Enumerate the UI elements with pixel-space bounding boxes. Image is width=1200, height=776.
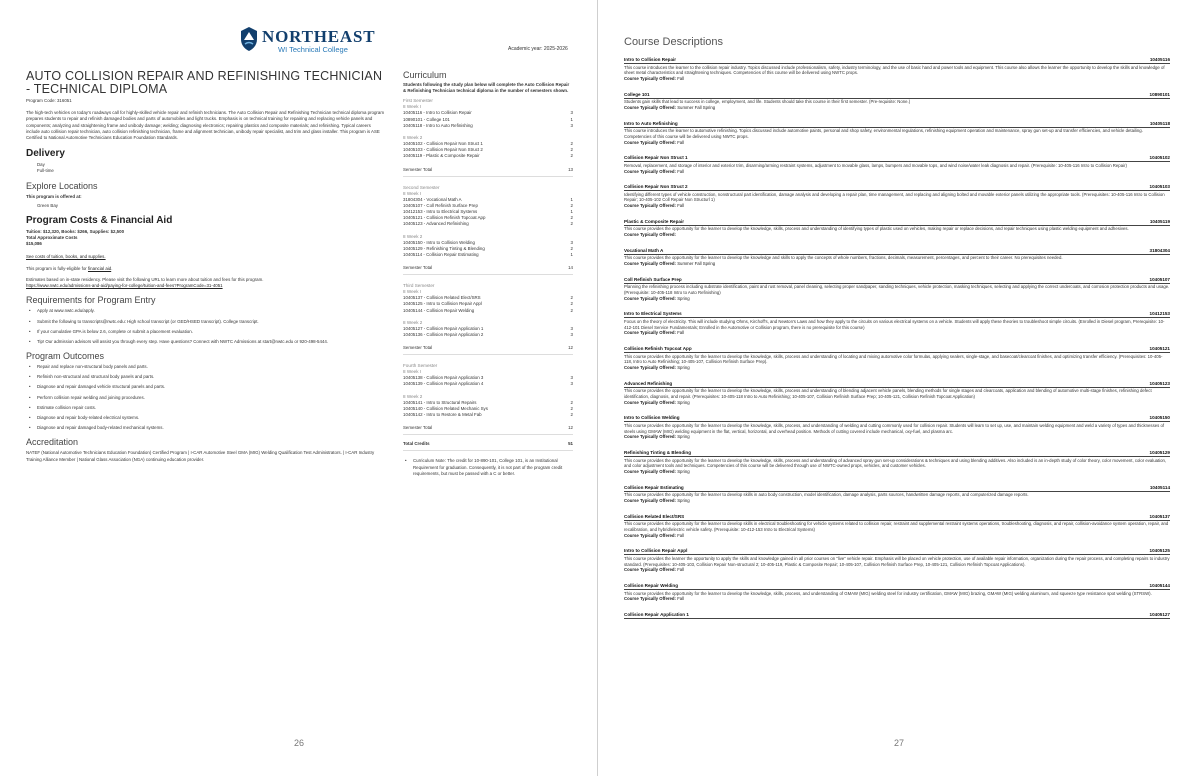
course-offered-value: Fall xyxy=(677,168,685,174)
semester-total-value: 12 xyxy=(568,425,573,431)
see-costs-link[interactable]: See costs of tuition, books, and supplies. xyxy=(26,253,106,259)
curriculum-course-row xyxy=(403,381,573,387)
course-offered-label: Course Typically Offered: xyxy=(624,76,676,82)
course-offered-value: Spring xyxy=(677,434,690,440)
course-desc: This course provides the opportunity for the learner to develop the knowledge, skills, process and understanding of blending adjacent vehicle panels, blending methods for single stages and clearcoats, application and blending of automotive multi-stage finishes, refinishing defect identification, diagnosis, and repair. (Prerequisites: 10-405-118 Intro to Auto Refinishing; 10-405-107, Collision Refinish Surface Prep; 10-405-121, Collision Refinish Topcoat Application) xyxy=(624,388,1152,399)
course-name: Collision Repair Non Struct 2 xyxy=(624,184,688,190)
curriculum-course-name: 10405140 - Collision Related Mechanic Sys xyxy=(403,405,488,411)
course-name: Intro to Collision Repair xyxy=(624,57,677,62)
course-name: Collision Related Elect/SRS xyxy=(624,513,685,519)
course-offered xyxy=(624,469,1170,475)
course-offered-value: Fall xyxy=(677,203,685,209)
semester-total-value: 14 xyxy=(568,265,573,271)
curriculum-column xyxy=(403,70,573,478)
tuition-line: Tuition: $12,320, Books: $266, Supplies: $2,500 xyxy=(26,229,125,235)
curriculum-course-row xyxy=(403,221,573,227)
semester-block xyxy=(403,283,573,355)
program-code: Program Code: 316051 xyxy=(26,98,72,103)
divider xyxy=(403,274,573,275)
course-desc: This course provides the opportunity for the learner to develop the knowledge, skills, process, and understanding of welding and cutting commonly used for collision repair. Students will learn to set up, use, and maintain welding equipment and weld a variety of types and thicknesses of steels using GMAW (MIG) welding equipment in the flat, vertical, horizontal, and overhead position. Methods of cutting covered include mechanical, oxy-fuel, and plasma arc. xyxy=(624,422,1165,434)
curriculum-course-credits: 1 xyxy=(570,209,573,215)
course-name: Vocational Math A xyxy=(624,247,664,253)
curriculum-course-row xyxy=(403,153,573,159)
curriculum-course-row xyxy=(403,252,573,258)
course-desc: Removal, replacement, and storage of interior and exterior trim, disarming/arming restraint systems, adjustment to movable glass, lamps, bumpers and movable tops, and wind noise/water leak diagnosis and repair. (Prerequisite: 10-405-116 Intro to Collision Repair) xyxy=(624,162,1127,168)
college-logo xyxy=(240,26,390,56)
course-header xyxy=(624,248,1170,255)
total-costs-value: $15,086 xyxy=(26,241,42,247)
offered-at-label: This program is offered at: xyxy=(26,193,82,199)
course-offered-value: Spring xyxy=(677,498,690,504)
curriculum-course-credits: 3 xyxy=(570,332,573,338)
course-offered xyxy=(624,169,1170,175)
course-desc: This course provides the opportunity for the learner to develop the knowledge and skills to apply the concepts of whole numbers, fractions, decimals, measurement, percentages, and percent to their career. No prerequisites needed. xyxy=(624,255,1063,261)
academic-year: Academic year: 2025-2026 xyxy=(508,46,568,52)
course-offered-label: Course Typically Offered: xyxy=(624,295,676,301)
course-offered-value: Spring xyxy=(677,469,690,475)
outcomes-heading: Program Outcomes xyxy=(26,351,105,362)
total-credits-value: 51 xyxy=(568,441,573,447)
course-header xyxy=(624,121,1170,128)
curriculum-course-name: 10405142 - Intro to Restore & Metal Fab xyxy=(403,412,482,418)
course-description xyxy=(624,612,1170,619)
course-description xyxy=(624,450,1170,475)
course-description xyxy=(624,583,1170,602)
course-header xyxy=(624,548,1170,555)
course-header xyxy=(624,450,1170,457)
course-description xyxy=(624,92,1170,111)
semester-heading: First Semester xyxy=(403,98,433,104)
course-header xyxy=(624,415,1170,422)
course-description xyxy=(624,485,1170,504)
course-desc: This course provides the opportunity for the learner to develop skills in auto body construction, model identification, damage analysis, parts sources, handwritten damage reports, and computerized damage reports. xyxy=(624,492,1029,498)
course-offered-value: Spring xyxy=(677,399,690,405)
course-code: 10412153 xyxy=(1149,311,1170,317)
semester-total-value: 13 xyxy=(568,166,573,172)
page-number: 26 xyxy=(294,738,305,748)
curriculum-course-credits: 2 xyxy=(570,215,573,221)
semester-total-row xyxy=(403,265,573,271)
curriculum-course-name: 10890101 - College 101 xyxy=(403,116,450,122)
page-left xyxy=(0,0,598,776)
course-desc: This course provides the opportunity for the learner to develop the knowledge, skills, process, and understanding of GMAW (MIG) welding steel for industry certification, GMAW (MIG) brazing, GMAW (MIG) welding aluminum, and squeeze type resistance spot welding (STRSW). xyxy=(624,590,1152,596)
curriculum-course-name: 10405144 - Collision Repair Welding xyxy=(403,307,475,313)
curriculum-course-name: 10405139 - Collision Repair Application 4 xyxy=(403,381,484,387)
course-code: 10405116 xyxy=(1149,57,1170,62)
course-header xyxy=(624,381,1170,388)
curriculum-course-credits: 2 xyxy=(570,202,573,208)
accreditation-heading: Accreditation xyxy=(26,437,79,448)
logo-subtitle: WI Technical College xyxy=(278,45,348,54)
semester-total-label: Semester Total xyxy=(403,265,433,271)
course-desc: This course provides the learner the opportunity to apply the skills and knowledge gained in all prior courses on "live" vehicle repair. Emphasis will be placed on vehicle protection, use of available repair information, organization during the repair process, and completing repairs to industry standard. (Prerequisites: 10-405-103, Collision Repair Non-structural 2; 10-405-119, Plastic & Composite Repair; 10-405-107, Collision Refinish Surface Prep, 10-405-121, Collision Refinish Topcoat Applications). xyxy=(624,555,1170,567)
week-block-heading: 8 Week I xyxy=(403,289,422,295)
course-code: 10405118 xyxy=(1149,120,1170,126)
course-offered xyxy=(624,434,1170,440)
course-code: 10405103 xyxy=(1149,184,1170,190)
delivery-item: Full-time xyxy=(37,168,54,174)
curriculum-course-credits: 1 xyxy=(570,196,573,202)
week-block-heading: 8 Week 2 xyxy=(403,393,423,399)
semester-total-label: Semester Total xyxy=(403,345,433,351)
curriculum-course-credits: 2 xyxy=(570,307,573,313)
course-description xyxy=(624,248,1170,267)
location-item: Green Bay xyxy=(37,202,58,208)
course-header xyxy=(624,277,1170,284)
course-offered-value: Spring xyxy=(677,295,690,301)
total-credits-label: Total Credits xyxy=(403,441,430,447)
accreditation-text: NATEF (National Automotive Technicians Education Foundation) Certified Program | I-CAR Automotive Steel GMA (MIG) Welding Qualification Test Administrators. | I-CAR Industry Training Alliance Member | National Glass Association (NGA) continuing education provider. xyxy=(26,450,375,462)
course-offered xyxy=(624,498,1170,504)
course-code: 10405125 xyxy=(1149,548,1170,554)
course-code: 10405137 xyxy=(1149,513,1170,519)
course-offered-label: Course Typically Offered: xyxy=(624,567,676,573)
course-list xyxy=(624,57,1170,619)
curriculum-course-credits: 3 xyxy=(570,325,573,331)
page-number: 27 xyxy=(894,738,905,748)
course-desc: This course provides the opportunity for the learner to develop skills in electrical troubleshooting for vehicle systems related to collision repair, restraint and supplemental restraint systems operations, troubleshooting, diagnosis, and repair, collision-avoidance system operation, repair, and recalibration, and hybrid/electric vehicle safety. (Prerequisite: 10-412-153 Intro to Electrical Systems) xyxy=(624,521,1169,532)
course-name: Collision Repair Welding xyxy=(624,583,679,589)
course-header xyxy=(624,219,1170,226)
curriculum-course-credits: 3 xyxy=(570,122,573,128)
course-code: 10405114 xyxy=(1149,484,1170,490)
course-offered-value: Summer Fall Spring xyxy=(677,104,716,110)
course-offered-label: Course Typically Offered: xyxy=(624,498,676,504)
course-offered xyxy=(624,140,1170,146)
course-offered xyxy=(624,232,1170,238)
curriculum-course-credits: 3 xyxy=(570,381,573,387)
requirements-heading: Requirements for Program Entry xyxy=(26,295,156,306)
course-description xyxy=(624,184,1170,209)
course-offered xyxy=(624,533,1170,539)
course-offered xyxy=(624,365,1170,371)
divider xyxy=(403,176,573,177)
financial-aid-period: . xyxy=(111,265,113,271)
course-name: Advanced Refinishing xyxy=(624,380,673,386)
course-name: Refinishing Tinting & Blending xyxy=(624,450,692,456)
course-desc: Focus on the theory of electricity. This will include studying Ohms, Kirchoff's, and Newton's Laws and how they apply to the circuits on various electrical systems on a vehicle. Students will apply these theories to troubleshoot simple circuits. (Enrolled in Diesel program, Prerequisite: 10-412-101 Diesel Service Fundamentals; Enrolled in the Automotive or Collision program, there is no prerequisite for this course) xyxy=(624,318,1165,330)
course-header xyxy=(624,184,1170,191)
curriculum-heading: Curriculum xyxy=(403,70,447,80)
course-desc: Planning the refinishing process including substrate identification, paint and rust removal, panel cleaning, selecting proper sandpaper, sanding techniques, vehicle protection, masking techniques, selecting and applying the correct undercoats, and corrosion protection products and usage. (Prerequisite: 10-405-118 Intro to Auto Refinishing) xyxy=(624,284,1170,295)
logo-name: NORTHEAST xyxy=(262,27,376,46)
semester-total-row xyxy=(403,167,573,173)
total-costs-label: Total Approximate Costs xyxy=(26,235,78,241)
course-description xyxy=(624,219,1170,238)
course-name: Coll Refinish Surface Prep xyxy=(624,276,682,282)
curriculum-course-credits: 1 xyxy=(570,116,573,122)
week-block-heading: 8 Week 2 xyxy=(403,233,423,239)
week-block-heading: 8 Week I xyxy=(403,369,422,375)
course-offered-value: Fall xyxy=(677,567,685,573)
delivery-heading: Delivery xyxy=(26,148,65,160)
list-item: • Tip! Our admission advisors will assist you through every step. Have questions? Connect with NWTC Admissions at start@nwtc.edu or 920-498-5444. xyxy=(37,339,384,346)
list-item: • Submit the following to transcripts@nwtc.edu: High school transcript (or GED/HSED transcript). College transcript. xyxy=(37,319,384,326)
curriculum-course-credits: 2 xyxy=(570,412,573,418)
tuition-url-link[interactable]: https://www.nwtc.edu/admissions-and-aid/paying-for-college/tuition-and-fees?ProgramCode=31-4051 xyxy=(26,283,223,289)
curriculum-course-name: 10405121 - Collision Refinish Topcoat App xyxy=(403,215,486,221)
program-column xyxy=(26,70,384,463)
course-code: 31804304 xyxy=(1149,247,1170,253)
course-offered xyxy=(624,261,1170,267)
total-credits-row xyxy=(403,441,573,447)
curriculum-course-name: 10405137 - Collision Related Elect/SRS xyxy=(403,295,481,301)
program-title: AUTO COLLISION REPAIR AND REFINISHING TECHNICIAN - TECHNICAL DIPLOMA xyxy=(26,69,383,96)
semester-total-value: 12 xyxy=(568,345,573,351)
list-item: • Diagnose and repair damaged body-related mechanical systems. xyxy=(37,425,384,432)
course-code: 10405119 xyxy=(1149,218,1170,224)
course-offered xyxy=(624,567,1170,573)
course-offered-label: Course Typically Offered: xyxy=(624,399,676,405)
curriculum-course-credits: 2 xyxy=(570,399,573,405)
curriculum-course-credits: 2 xyxy=(570,147,573,153)
course-header xyxy=(624,155,1170,162)
curriculum-course-name: 31804304 - Vocational Math A xyxy=(403,196,462,202)
week-block-heading: 8 Week 2 xyxy=(403,135,423,141)
course-offered xyxy=(624,400,1170,406)
curriculum-course-row xyxy=(403,412,573,418)
course-code: 10405144 xyxy=(1149,583,1170,589)
course-offered-value: Fall xyxy=(677,76,685,82)
outcomes-list xyxy=(26,364,384,431)
curriculum-note: • Curriculum Note: The credit for 10-890-101, College 101, is an Institutional Requirement for graduation. Consequently, it is not part of the program credit requirements, but must be passed with a C or better. xyxy=(403,458,573,477)
curriculum-course-credits: 2 xyxy=(570,141,573,147)
curriculum-course-name: 10405107 - Coll Refinish Surface Prep xyxy=(403,202,478,208)
course-desc: This course introduces the learner to the collision repair industry. Topics discussed include professionalism, safety, industry terminology, and the use of basic hand and power tools and equipment. This course also allows the learner the opportunity to develop the skills and knowledge of sheet metal characteristics and straightening techniques. Competencies of this course will be delivered using NWTC props. xyxy=(624,64,1165,76)
divider xyxy=(403,450,573,451)
course-offered xyxy=(624,596,1170,602)
curriculum-course-name: 10405129 - Refinishing Tinting & Blending xyxy=(403,245,485,251)
course-offered-label: Course Typically Offered: xyxy=(624,203,676,209)
curriculum-course-credits: 3 xyxy=(570,239,573,245)
course-name: Collision Repair Non Struct 1 xyxy=(624,155,688,161)
course-name: Collision Refinish Topcoat App xyxy=(624,346,692,351)
curriculum-course-credits: 2 xyxy=(570,245,573,251)
curriculum-course-credits: 3 xyxy=(570,110,573,116)
course-offered xyxy=(624,330,1170,336)
financial-aid-line xyxy=(26,266,384,272)
semester-total-row xyxy=(403,345,573,351)
week-block-heading: 8 Week 2 xyxy=(403,319,423,325)
curriculum-course-name: 10405141 - Intro to Structural Repairs xyxy=(403,399,477,405)
curriculum-course-credits: 1 xyxy=(570,252,573,258)
course-header xyxy=(624,514,1170,521)
course-offered-label: Course Typically Offered: xyxy=(624,261,676,267)
course-name: Intro to Collision Repair Appl xyxy=(624,548,688,554)
course-code: 10405107 xyxy=(1149,276,1170,282)
course-header xyxy=(624,485,1170,492)
curriculum-course-credits: 2 xyxy=(570,221,573,227)
curriculum-course-name: 10405103 - Collision Repair Non Struct 2 xyxy=(403,147,483,153)
week-block-heading: 8 Week I xyxy=(403,190,422,196)
program-intro: The high-tech vehicles on today's roadways call for highly-skilled vehicle repair and refinish technicians. The Auto Collision Repair and Refinishing Technician technical diploma program prepares students to repair and refinish damaged bodies and parts of automobiles and light trucks. Emphasis is on technical training for repairing and replacing vehicle panels and components; analyzing and straightening frame and unibody damage; welding; diagnosing electronics; repairing plastics and composite materials; and refinishing. Typical careers include auto collision repair technician, auto collision refinishing technician, frame and alignment technician, unibody repair specialist, and trim and glass installer. This program is ASE Certified to National Automotive Technicians Education Foundation Standards. xyxy=(26,110,384,141)
shield-icon xyxy=(240,26,258,52)
course-header xyxy=(624,346,1170,353)
course-description xyxy=(624,155,1170,174)
semester-list xyxy=(403,98,573,435)
course-desc: This course provides the opportunity for the learner to develop the knowledge, skills, process and understanding of locating and mixing automotive color formulas, applying sealers, single-stage, and basecoat/clearcoat finishes, and optimizing transfer efficiency. (Prerequisites: 10-405-118, Intro to Auto Refinishing; 10-405-107, Collision Refinish Surface Prep). xyxy=(624,353,1163,365)
course-desc: This course provides the opportunity for the learner to develop the knowledge, skills, process and understanding of advanced spray gun set-up considerations & techniques and using blending additives. Also included is an in-depth study of color theory, color movement, color evaluation, and color adjustment tools and techniques. Competencies of this course will be delivered through use of NWTC-owned props, vehicles, and customer vehicles. xyxy=(624,457,1167,469)
curriculum-course-name: 10405125 - Intro to Collision Repair Appl xyxy=(403,301,482,307)
course-name: Collision Repair Estimating xyxy=(624,484,684,490)
semester-heading: Third Semester xyxy=(403,283,435,289)
course-description xyxy=(624,121,1170,146)
curriculum-course-name: 10405119 - Plastic & Composite Repair xyxy=(403,153,480,159)
course-offered-value: Summer Fall Spring xyxy=(677,261,716,267)
semester-total-label: Semester Total xyxy=(403,166,433,172)
week-block-heading: 8 Week I xyxy=(403,104,422,110)
course-offered-value: Fall xyxy=(677,139,685,145)
course-description xyxy=(624,57,1170,82)
semester-heading: Fourth Semester xyxy=(403,363,438,369)
course-offered-label: Course Typically Offered: xyxy=(624,139,676,145)
curriculum-course-name: 10405136 - Collision Repair Application 2 xyxy=(403,332,484,338)
curriculum-course-name: 10405114 - Collision Repair Estimating xyxy=(403,252,479,258)
semester-total-label: Semester Total xyxy=(403,425,433,431)
course-header xyxy=(624,612,1170,619)
course-name: Intro to Auto Refinishing xyxy=(624,120,678,126)
course-offered-label: Course Typically Offered: xyxy=(624,232,676,238)
list-item: • Apply at www.nwtc.edu/apply. xyxy=(37,308,384,315)
curriculum-course-name: 10405150 - Intro to Collision Welding xyxy=(403,239,475,245)
curriculum-course-name: 10405118 - Intro to Auto Refinishing xyxy=(403,122,473,128)
semester-block xyxy=(403,185,573,276)
course-description xyxy=(624,346,1170,371)
course-offered-value: Fall xyxy=(677,596,685,602)
semester-total-row xyxy=(403,425,573,431)
course-name: Plastic & Composite Repair xyxy=(624,218,684,224)
curriculum-course-credits: 3 xyxy=(570,375,573,381)
course-name: Intro to Electrical Systems xyxy=(624,311,682,317)
course-offered-label: Course Typically Offered: xyxy=(624,168,676,174)
course-description xyxy=(624,415,1170,440)
divider xyxy=(403,354,573,355)
course-offered-label: Course Typically Offered: xyxy=(624,365,676,371)
course-header xyxy=(624,583,1170,590)
course-offered-label: Course Typically Offered: xyxy=(624,104,676,110)
course-name: Intro to Collision Welding xyxy=(624,415,680,421)
course-descriptions xyxy=(624,36,1170,629)
course-offered-value: Fall xyxy=(677,532,685,538)
course-offered-label: Course Typically Offered: xyxy=(624,434,676,440)
course-description xyxy=(624,381,1170,406)
estimate-note: Estimates based on in-state residency. Please visit the following URL to learn more about tuition and fees for this program. xyxy=(26,277,264,283)
curriculum-course-name: 10405102 - Collision Repair Non Struct 1 xyxy=(403,141,483,147)
delivery-item: Day xyxy=(37,162,45,168)
list-item: • Estimate collision repair costs. xyxy=(37,405,384,412)
course-name: College 101 xyxy=(624,91,650,97)
curriculum-course-name: 10405138 - Collision Repair Application 3 xyxy=(403,375,484,381)
curriculum-course-row xyxy=(403,332,573,338)
financial-aid-link[interactable]: financial aid xyxy=(87,265,112,271)
curriculum-course-name: 10405116 - Intro to Collision Repair xyxy=(403,110,472,116)
course-name: Collision Repair Application 1 xyxy=(624,611,689,617)
curriculum-course-credits: 2 xyxy=(570,295,573,301)
course-description xyxy=(624,277,1170,302)
course-offered-value: Spring xyxy=(677,365,690,371)
explore-heading: Explore Locations xyxy=(26,180,98,191)
course-descriptions-heading: Course Descriptions xyxy=(624,36,724,48)
semester-heading: Second Semester xyxy=(403,184,440,190)
financial-aid-text: This program is fully-eligible for xyxy=(26,265,88,271)
curriculum-course-name: 10405127 - Collision Repair Application 1 xyxy=(403,325,484,331)
course-offered xyxy=(624,296,1170,302)
course-header xyxy=(624,57,1170,64)
course-header xyxy=(624,311,1170,318)
course-code: 10405127 xyxy=(1149,611,1170,617)
list-item: • Perform collision repair welding and joining procedures. xyxy=(37,395,384,402)
course-desc: Students gain skills that lead to success in college, employment, and life. Students should take this course in their first semester. (Pre-requisite: None.) xyxy=(624,99,911,105)
course-code: 10405123 xyxy=(1149,380,1170,386)
course-description xyxy=(624,548,1170,573)
course-offered xyxy=(624,76,1170,82)
course-description xyxy=(624,311,1170,336)
course-offered-label: Course Typically Offered: xyxy=(624,330,676,336)
curriculum-intro: Students following the study plan below will complete the Auto Collision Repair & Refinishing Technician technical diploma in the number of semesters shown. xyxy=(403,82,570,94)
course-description xyxy=(624,514,1170,539)
course-desc: This course provides the opportunity for the learner to develop the knowledge, skills, process and understanding of identifying types of plastic used on vehicles, making repair or replace decisions, and repair techniques using plastic welding equipment and adhesives. xyxy=(624,226,1129,232)
semester-block xyxy=(403,363,573,435)
list-item: • Diagnose and repair damaged vehicle structural panels and parts. xyxy=(37,384,384,391)
course-offered-label: Course Typically Offered: xyxy=(624,469,676,475)
curriculum-course-row xyxy=(403,123,573,129)
course-offered-label: Course Typically Offered: xyxy=(624,596,676,602)
list-item: • If your cumulative GPA is below 2.6, complete or submit a placement evaluation. xyxy=(37,329,384,336)
list-item: • Diagnose and repair body-related electrical systems. xyxy=(37,415,384,422)
course-code: 10405121 xyxy=(1149,346,1170,351)
course-offered xyxy=(624,203,1170,209)
curriculum-course-row xyxy=(403,308,573,314)
page-right xyxy=(598,0,1200,776)
course-desc: This course introduces the learner to automotive refinishing. Topics discussed include automotive paints, personal and shop safety, environmental regulations, refinishing equipment operation and maintenance, spray gun set-up and transfer efficiencies, and vehicle detailing. Competencies of this course will be delivered using NWTC props. xyxy=(624,128,1143,139)
course-offered-value: Fall xyxy=(677,330,685,336)
divider xyxy=(403,434,573,435)
course-offered-label: Course Typically Offered: xyxy=(624,532,676,538)
requirements-list xyxy=(26,308,384,345)
list-item: • Repair and replace non-structural body panels and parts. xyxy=(37,364,384,371)
course-offered xyxy=(624,105,1170,111)
curriculum-course-credits: 2 xyxy=(570,153,573,159)
course-header xyxy=(624,92,1170,99)
semester-block xyxy=(403,98,573,176)
course-code: 10890101 xyxy=(1149,91,1170,97)
course-code: 10405150 xyxy=(1149,415,1170,421)
list-item: • Refinish non-structural and structural body panels and parts. xyxy=(37,374,384,381)
course-desc: Identifying different types of vehicle construction, nonstructural part identification, damage analysis and developing a repair plan, time management, and replacing and aligning bolted and movable exterior panels utilizing the appropriate tools. (Prerequisites: 10-405-116 Intro to Collision Repair; 10-405-102 Coll Repair Non Structurl 1) xyxy=(624,191,1165,203)
costs-heading: Program Costs & Financial Aid xyxy=(26,215,173,227)
course-code: 10405129 xyxy=(1149,450,1170,456)
curriculum-course-credits: 2 xyxy=(570,301,573,307)
curriculum-course-credits: 2 xyxy=(570,405,573,411)
delivery-list xyxy=(26,162,384,174)
curriculum-course-name: 10412153 - Intro to Electrical Systems xyxy=(403,209,478,215)
course-code: 10405102 xyxy=(1149,155,1170,161)
curriculum-course-name: 10405123 - Advanced Refinishing xyxy=(403,221,469,227)
